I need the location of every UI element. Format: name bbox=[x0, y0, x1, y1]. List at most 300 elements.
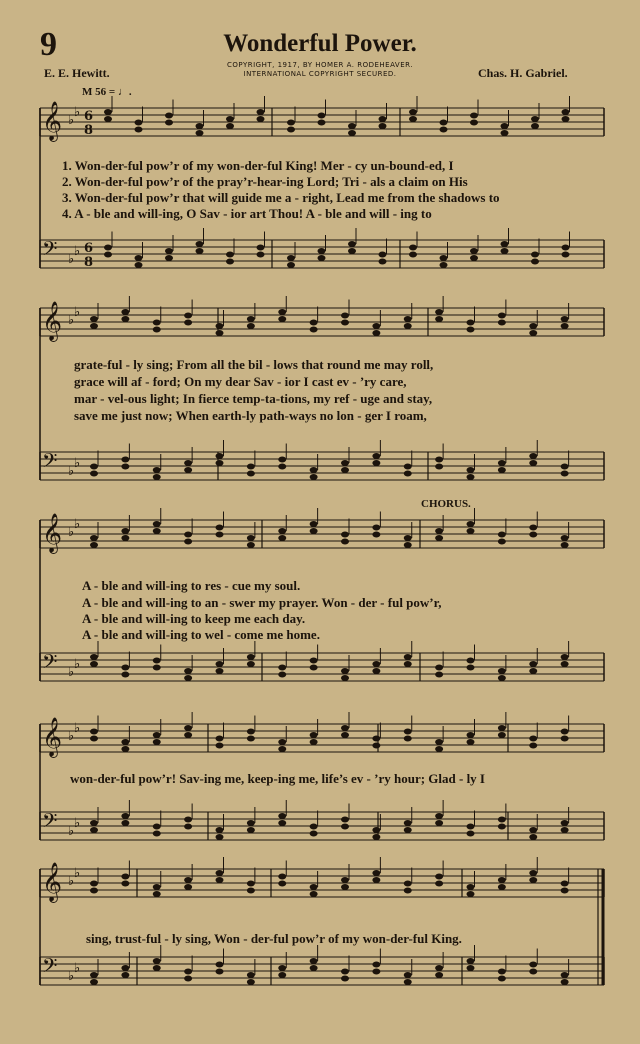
notehead bbox=[435, 464, 443, 470]
notehead bbox=[498, 675, 506, 681]
lyric-line: 1. Won-der-ful pow’r of my won-der-ful King! Mer - cy un-bound-ed, I bbox=[62, 158, 454, 173]
notehead bbox=[435, 739, 443, 745]
notehead bbox=[341, 532, 349, 538]
notehead bbox=[372, 460, 380, 466]
notehead bbox=[278, 316, 286, 322]
notehead bbox=[184, 732, 192, 738]
notehead bbox=[498, 320, 506, 326]
notehead bbox=[404, 972, 412, 978]
notehead bbox=[372, 330, 380, 336]
notehead bbox=[310, 665, 318, 671]
notehead bbox=[341, 884, 349, 890]
notehead bbox=[341, 539, 349, 545]
notehead bbox=[226, 259, 234, 265]
notehead bbox=[467, 824, 475, 830]
lyric-line: grace will af - ford; On my dear Sav - ior I cast ev - ’ry care, bbox=[74, 374, 407, 389]
notehead bbox=[561, 736, 569, 742]
notehead bbox=[165, 248, 173, 254]
time-signature-bottom: 8 bbox=[84, 123, 94, 138]
notehead bbox=[498, 668, 506, 674]
notehead bbox=[153, 320, 161, 326]
notehead bbox=[498, 313, 506, 319]
notehead bbox=[278, 457, 286, 463]
notehead bbox=[341, 976, 349, 982]
notehead bbox=[404, 316, 412, 322]
treble-clef-icon: 𝄞 bbox=[42, 717, 63, 757]
notehead bbox=[372, 661, 380, 667]
notehead bbox=[372, 736, 380, 742]
notehead bbox=[529, 525, 537, 531]
notehead bbox=[435, 457, 443, 463]
notehead bbox=[153, 831, 161, 837]
notehead bbox=[372, 834, 380, 840]
notehead bbox=[216, 453, 224, 459]
notehead bbox=[372, 743, 380, 749]
notehead bbox=[247, 888, 255, 894]
notehead bbox=[435, 746, 443, 752]
notehead bbox=[287, 120, 295, 126]
notehead bbox=[310, 320, 318, 326]
notehead bbox=[379, 259, 387, 265]
notehead bbox=[247, 464, 255, 470]
lyric-line: 4. A - ble and will-ing, O Sav - ior art Thou! A - ble and will - ing to bbox=[62, 206, 432, 221]
notehead bbox=[153, 327, 161, 333]
notehead bbox=[184, 320, 192, 326]
hymn-number: 9 bbox=[40, 26, 57, 63]
notehead bbox=[184, 969, 192, 975]
notehead bbox=[341, 969, 349, 975]
notehead bbox=[404, 979, 412, 985]
notehead bbox=[310, 891, 318, 897]
notehead bbox=[498, 732, 506, 738]
lyric-line: A - ble and will-ing to an - swer my prayer. Won - der - ful pow’r, bbox=[82, 595, 442, 610]
notehead bbox=[216, 330, 224, 336]
key-signature-flat-icon: ♭ bbox=[74, 105, 81, 120]
notehead bbox=[278, 464, 286, 470]
notehead bbox=[184, 884, 192, 890]
notehead bbox=[501, 123, 509, 129]
notehead bbox=[121, 316, 129, 322]
notehead bbox=[498, 817, 506, 823]
notehead bbox=[467, 831, 475, 837]
notehead bbox=[184, 976, 192, 982]
notehead bbox=[341, 675, 349, 681]
notehead bbox=[561, 661, 569, 667]
notehead bbox=[135, 262, 143, 268]
lyric-line: A - ble and will-ing to res - cue my soul. bbox=[82, 578, 301, 593]
notehead bbox=[278, 972, 286, 978]
treble-clef-icon: 𝄞 bbox=[42, 862, 63, 902]
notehead bbox=[257, 245, 265, 251]
notehead bbox=[184, 313, 192, 319]
key-signature-flat-icon: ♭ bbox=[74, 961, 81, 976]
notehead bbox=[501, 130, 509, 136]
notehead bbox=[310, 327, 318, 333]
notehead bbox=[318, 255, 326, 261]
notehead bbox=[257, 109, 265, 115]
notehead bbox=[135, 120, 143, 126]
notehead bbox=[404, 542, 412, 548]
notehead bbox=[247, 736, 255, 742]
notehead bbox=[121, 535, 129, 541]
notehead bbox=[404, 464, 412, 470]
notehead bbox=[531, 252, 539, 258]
notehead bbox=[372, 453, 380, 459]
notehead bbox=[498, 539, 506, 545]
notehead bbox=[435, 528, 443, 534]
notehead bbox=[153, 521, 161, 527]
notehead bbox=[278, 881, 286, 887]
notehead bbox=[165, 120, 173, 126]
notehead bbox=[467, 521, 475, 527]
notehead bbox=[531, 259, 539, 265]
notehead bbox=[404, 881, 412, 887]
notehead bbox=[278, 965, 286, 971]
notehead bbox=[404, 661, 412, 667]
notehead bbox=[470, 248, 478, 254]
bass-clef-icon: 𝄢 bbox=[42, 237, 58, 265]
notehead bbox=[318, 248, 326, 254]
notehead bbox=[153, 467, 161, 473]
notehead bbox=[278, 535, 286, 541]
notehead bbox=[348, 130, 356, 136]
time-signature-top: 6 bbox=[84, 241, 94, 256]
notehead bbox=[90, 464, 98, 470]
notehead bbox=[561, 471, 569, 477]
notehead bbox=[90, 654, 98, 660]
notehead bbox=[404, 820, 412, 826]
notehead bbox=[247, 323, 255, 329]
notehead bbox=[310, 467, 318, 473]
notehead bbox=[216, 962, 224, 968]
notehead bbox=[121, 464, 129, 470]
notehead bbox=[165, 255, 173, 261]
notehead bbox=[216, 323, 224, 329]
notehead bbox=[247, 979, 255, 985]
notehead bbox=[467, 474, 475, 480]
notehead bbox=[278, 746, 286, 752]
notehead bbox=[184, 532, 192, 538]
key-signature-flat-icon: ♭ bbox=[74, 657, 81, 672]
notehead bbox=[278, 874, 286, 880]
notehead bbox=[90, 820, 98, 826]
notehead bbox=[379, 252, 387, 258]
notehead bbox=[90, 736, 98, 742]
composer: Chas. H. Gabriel. bbox=[478, 66, 568, 80]
lyric-line: won-der-ful pow’r! Sav-ing me, keep-ing me, life’s ev - ’ry hour; Glad - ly I bbox=[70, 771, 485, 786]
notehead bbox=[121, 457, 129, 463]
time-signature-top: 6 bbox=[84, 109, 94, 124]
notehead bbox=[90, 979, 98, 985]
notehead bbox=[561, 827, 569, 833]
notehead bbox=[216, 661, 224, 667]
key-signature-flat-icon: ♭ bbox=[68, 665, 75, 680]
notehead bbox=[90, 888, 98, 894]
notehead bbox=[90, 881, 98, 887]
notehead bbox=[184, 460, 192, 466]
key-signature-flat-icon: ♭ bbox=[68, 525, 75, 540]
notehead bbox=[184, 467, 192, 473]
notehead bbox=[348, 248, 356, 254]
notehead bbox=[247, 542, 255, 548]
notehead bbox=[121, 881, 129, 887]
notehead bbox=[561, 654, 569, 660]
notehead bbox=[310, 474, 318, 480]
notehead bbox=[310, 732, 318, 738]
hymn-title: Wonderful Power. bbox=[223, 30, 417, 57]
notehead bbox=[467, 467, 475, 473]
notehead bbox=[196, 123, 204, 129]
notehead bbox=[562, 245, 570, 251]
notehead bbox=[153, 891, 161, 897]
key-signature-flat-icon: ♭ bbox=[68, 464, 75, 479]
notehead bbox=[379, 123, 387, 129]
lyric-line: A - ble and will-ing to keep me each day. bbox=[82, 611, 306, 626]
notehead bbox=[184, 675, 192, 681]
notehead bbox=[529, 877, 537, 883]
notehead bbox=[90, 316, 98, 322]
notehead bbox=[404, 729, 412, 735]
notehead bbox=[121, 874, 129, 880]
notehead bbox=[372, 827, 380, 833]
notehead bbox=[310, 528, 318, 534]
notehead bbox=[341, 313, 349, 319]
notehead bbox=[561, 979, 569, 985]
notehead bbox=[467, 320, 475, 326]
notehead bbox=[470, 113, 478, 119]
notehead bbox=[184, 824, 192, 830]
notehead bbox=[341, 467, 349, 473]
notehead bbox=[287, 127, 295, 133]
notehead bbox=[372, 323, 380, 329]
notehead bbox=[153, 658, 161, 664]
notehead bbox=[310, 658, 318, 664]
key-signature-flat-icon: ♭ bbox=[74, 456, 81, 471]
key-signature-flat-icon: ♭ bbox=[74, 816, 81, 831]
lyric-line: 3. Won-der-ful pow’r that will guide me a - right, Lead me from the shadows to bbox=[62, 190, 500, 205]
notehead bbox=[318, 113, 326, 119]
lyric-line: grate-ful - ly sing; From all the bil - lows that round me may roll, bbox=[74, 357, 434, 372]
notehead bbox=[121, 965, 129, 971]
key-signature-flat-icon: ♭ bbox=[68, 252, 75, 267]
notehead bbox=[318, 120, 326, 126]
notehead bbox=[121, 672, 129, 678]
lyric-line: 2. Won-der-ful pow’r of the pray’r-hear-ing Lord; Tri - als a claim on His bbox=[62, 174, 468, 189]
notehead bbox=[409, 109, 417, 115]
lyric-line: A - ble and will-ing to wel - come me home. bbox=[82, 627, 320, 642]
notehead bbox=[226, 116, 234, 122]
key-signature-flat-icon: ♭ bbox=[68, 824, 75, 839]
notehead bbox=[287, 262, 295, 268]
notehead bbox=[372, 969, 380, 975]
notehead bbox=[341, 824, 349, 830]
notehead bbox=[310, 739, 318, 745]
notehead bbox=[404, 888, 412, 894]
notehead bbox=[561, 820, 569, 826]
key-signature-flat-icon: ♭ bbox=[74, 866, 81, 881]
bass-clef-icon: 𝄢 bbox=[42, 449, 58, 477]
notehead bbox=[498, 467, 506, 473]
notehead bbox=[529, 661, 537, 667]
notehead bbox=[278, 309, 286, 315]
notehead bbox=[196, 241, 204, 247]
key-signature-flat-icon: ♭ bbox=[74, 305, 81, 320]
lyric-line: sing, trust-ful - ly sing, Won - der-ful pow’r of my won-der-ful King. bbox=[86, 931, 462, 946]
lyricist: E. E. Hewitt. bbox=[44, 66, 110, 80]
notehead bbox=[247, 535, 255, 541]
notehead bbox=[561, 881, 569, 887]
notehead bbox=[529, 743, 537, 749]
notehead bbox=[153, 824, 161, 830]
notehead bbox=[372, 525, 380, 531]
notehead bbox=[216, 525, 224, 531]
notehead bbox=[196, 248, 204, 254]
key-signature-flat-icon: ♭ bbox=[68, 729, 75, 744]
notehead bbox=[184, 539, 192, 545]
notehead bbox=[121, 746, 129, 752]
notehead bbox=[104, 252, 112, 258]
treble-clef-icon: 𝄞 bbox=[42, 301, 63, 341]
notehead bbox=[467, 891, 475, 897]
notehead bbox=[196, 130, 204, 136]
key-signature-flat-icon: ♭ bbox=[74, 517, 81, 532]
notehead bbox=[372, 877, 380, 883]
notehead bbox=[247, 471, 255, 477]
notehead bbox=[372, 668, 380, 674]
notehead bbox=[153, 665, 161, 671]
notehead bbox=[404, 654, 412, 660]
notehead bbox=[341, 460, 349, 466]
notehead bbox=[348, 241, 356, 247]
notehead bbox=[90, 972, 98, 978]
notehead bbox=[562, 116, 570, 122]
notehead bbox=[498, 725, 506, 731]
notehead bbox=[278, 528, 286, 534]
notehead bbox=[409, 116, 417, 122]
notehead bbox=[310, 831, 318, 837]
treble-clef-icon: 𝄞 bbox=[42, 101, 63, 141]
notehead bbox=[498, 884, 506, 890]
notehead bbox=[226, 252, 234, 258]
notehead bbox=[498, 824, 506, 830]
notehead bbox=[90, 323, 98, 329]
notehead bbox=[348, 123, 356, 129]
notehead bbox=[153, 732, 161, 738]
notehead bbox=[216, 743, 224, 749]
notehead bbox=[470, 120, 478, 126]
notehead bbox=[216, 834, 224, 840]
notehead bbox=[104, 116, 112, 122]
notehead bbox=[409, 245, 417, 251]
notehead bbox=[404, 827, 412, 833]
notehead bbox=[90, 535, 98, 541]
notehead bbox=[529, 453, 537, 459]
notehead bbox=[470, 255, 478, 261]
chorus-label: CHORUS. bbox=[421, 498, 471, 510]
notehead bbox=[404, 323, 412, 329]
notehead bbox=[278, 672, 286, 678]
notehead bbox=[498, 969, 506, 975]
notehead bbox=[435, 820, 443, 826]
notehead bbox=[561, 888, 569, 894]
bass-clef-icon: 𝄢 bbox=[42, 809, 58, 837]
notehead bbox=[153, 474, 161, 480]
notehead bbox=[341, 732, 349, 738]
notehead bbox=[153, 958, 161, 964]
notehead bbox=[341, 817, 349, 823]
lyric-line: save me just now; When earth-ly path-ways no lon - ger I roam, bbox=[74, 408, 427, 423]
notehead bbox=[435, 874, 443, 880]
notehead bbox=[404, 471, 412, 477]
notehead bbox=[247, 729, 255, 735]
notehead bbox=[561, 972, 569, 978]
notehead bbox=[498, 976, 506, 982]
notehead bbox=[404, 535, 412, 541]
notehead bbox=[121, 972, 129, 978]
notehead bbox=[341, 877, 349, 883]
notehead bbox=[529, 834, 537, 840]
key-signature-flat-icon: ♭ bbox=[74, 244, 81, 259]
notehead bbox=[440, 262, 448, 268]
notehead bbox=[467, 965, 475, 971]
key-signature-flat-icon: ♭ bbox=[68, 969, 75, 984]
notehead bbox=[247, 661, 255, 667]
notehead bbox=[467, 528, 475, 534]
notehead bbox=[529, 969, 537, 975]
notehead bbox=[90, 729, 98, 735]
notehead bbox=[435, 535, 443, 541]
notehead bbox=[278, 665, 286, 671]
notehead bbox=[529, 827, 537, 833]
notehead bbox=[440, 120, 448, 126]
notehead bbox=[184, 668, 192, 674]
notehead bbox=[121, 820, 129, 826]
notehead bbox=[435, 309, 443, 315]
notehead bbox=[184, 817, 192, 823]
notehead bbox=[435, 665, 443, 671]
notehead bbox=[247, 820, 255, 826]
notehead bbox=[90, 661, 98, 667]
notehead bbox=[216, 736, 224, 742]
notehead bbox=[121, 739, 129, 745]
notehead bbox=[498, 460, 506, 466]
notehead bbox=[440, 127, 448, 133]
notehead bbox=[529, 460, 537, 466]
time-signature-bottom: 8 bbox=[84, 255, 94, 270]
key-signature-flat-icon: ♭ bbox=[74, 721, 81, 736]
key-signature-flat-icon: ♭ bbox=[68, 113, 75, 128]
notehead bbox=[278, 813, 286, 819]
notehead bbox=[435, 316, 443, 322]
notehead bbox=[435, 881, 443, 887]
notehead bbox=[287, 255, 295, 261]
notehead bbox=[216, 877, 224, 883]
notehead bbox=[153, 884, 161, 890]
notehead bbox=[435, 972, 443, 978]
notehead bbox=[529, 870, 537, 876]
notehead bbox=[562, 252, 570, 258]
notehead bbox=[247, 881, 255, 887]
notehead bbox=[247, 654, 255, 660]
notehead bbox=[121, 813, 129, 819]
notehead bbox=[216, 532, 224, 538]
notehead bbox=[531, 116, 539, 122]
notehead bbox=[372, 870, 380, 876]
notehead bbox=[501, 248, 509, 254]
notehead bbox=[501, 241, 509, 247]
notehead bbox=[341, 320, 349, 326]
notehead bbox=[435, 672, 443, 678]
